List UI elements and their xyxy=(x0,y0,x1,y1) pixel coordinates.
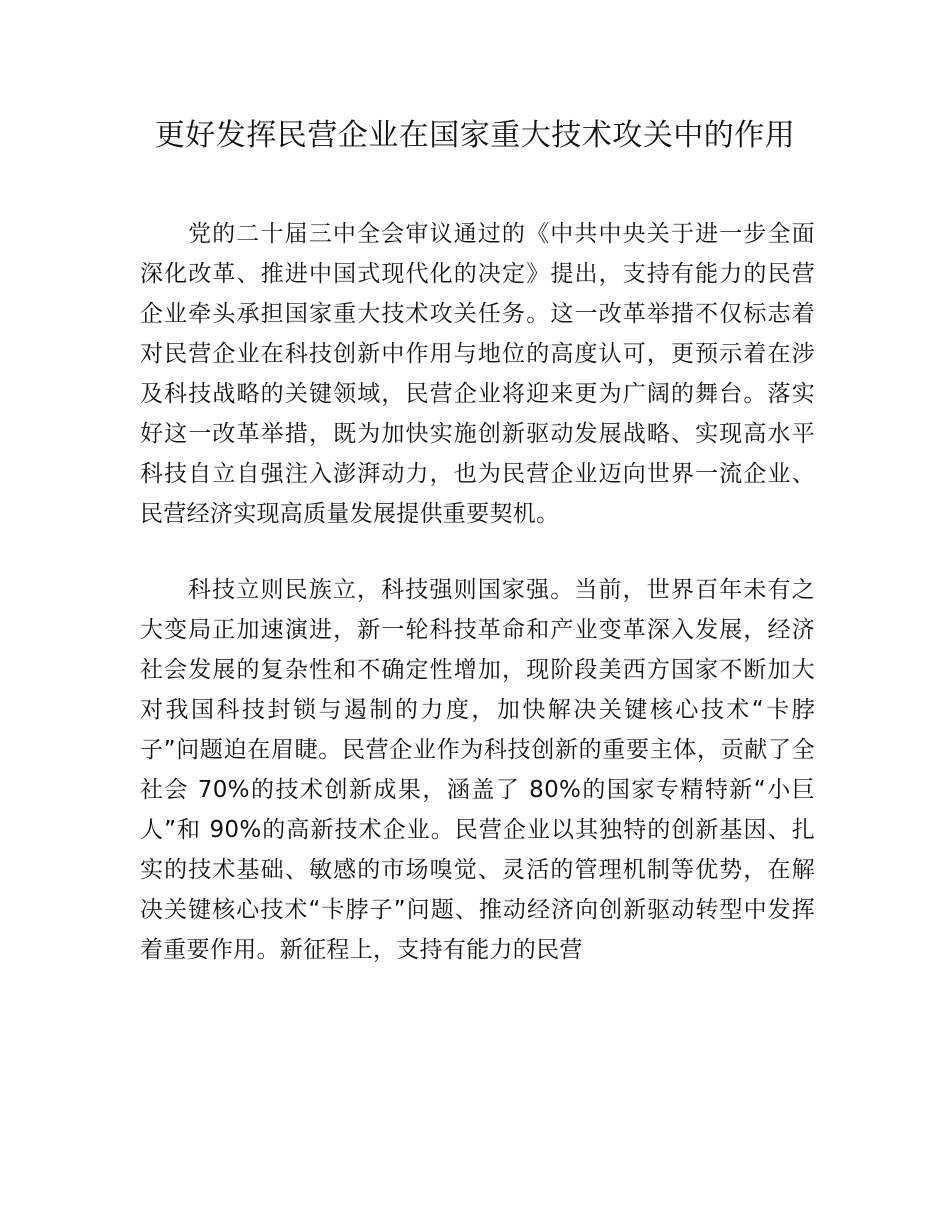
document-title: 更好发挥民营企业在国家重大技术攻关中的作用 xyxy=(154,118,796,153)
paragraph-2: 科技立则民族立，科技强则国家强。当前，世界百年未有之大变局正加速演进，新一轮科技革命和产业变革深入发展，经济社会发展的复杂性和不确定性增加，现阶段美西方国家不断加大对我国科技封锁与遏制的力度，加快解决关键核心技术“卡脖子”问题迫在眉睫。民营企业作为科技创新的重要主体，贡献了全社会 70%的技术创新成果，涵盖了 80%的国家专精特新“小巨人”和 90%的高新技术企业。民营企业以其独特的创新基因、扎实的技术基础、敏感的市场嗅觉、灵活的管理机制等优势，在解决关键核心技术“卡脖子”问题、推动经济向创新驱动转型中发挥着重要作用。新征程上，支持有能力的民营 xyxy=(140,577,815,963)
paragraph-1: 党的二十届三中全会审议通过的《中共中央关于进一步全面深化改革、推进中国式现代化的决定》提出，支持有能力的民营企业牵头承担国家重大技术攻关任务。这一改革举措不仅标志着对民营企业在科技创新中作用与地位的高度认可，更预示着在涉及科技战略的关键领域，民营企业将迎来更为广阔的舞台。落实好这一改革举措，既为加快实施创新驱动发展战略、实现高水平科技自立自强注入澎湃动力，也为民营企业迈向世界一流企业、民营经济实现高质量发展提供重要契机。 xyxy=(140,221,815,527)
